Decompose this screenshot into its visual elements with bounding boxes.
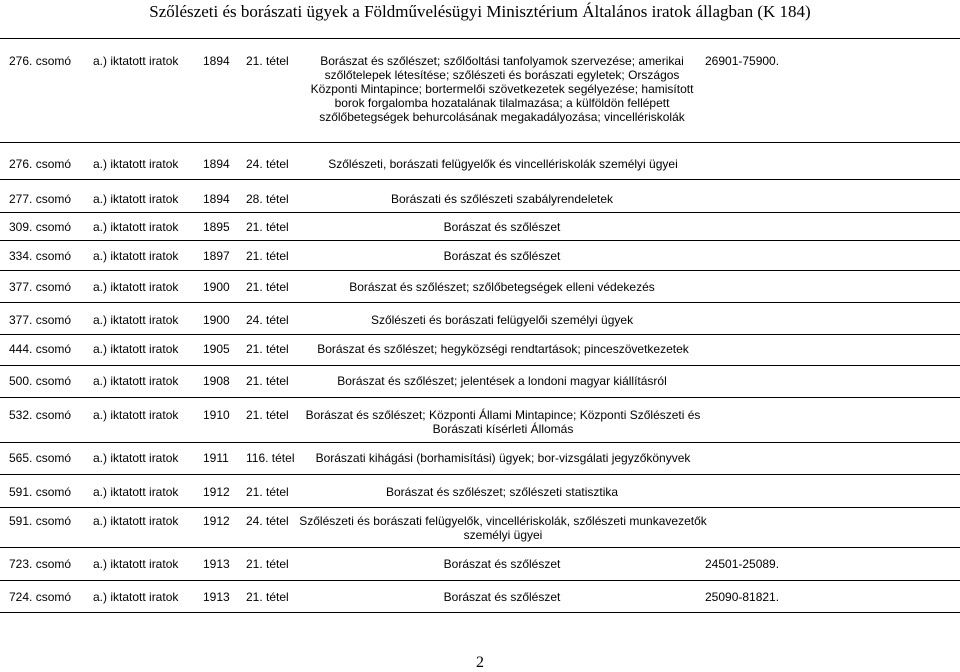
tetel-cell: 21. tétel: [246, 590, 289, 604]
description-cell: Borászat és szőlészet; hegyközségi rendtartások; pinceszövetkezetek: [317, 342, 689, 356]
tetel-cell: 21. tétel: [246, 220, 289, 234]
row-divider: [0, 302, 960, 303]
year-cell: 1894: [203, 157, 230, 171]
csomo-cell: 277. csomó: [9, 192, 72, 206]
csomo-cell: 565. csomó: [9, 451, 72, 465]
csomo-cell: 724. csomó: [9, 590, 72, 604]
csomo-cell: 334. csomó: [9, 249, 72, 263]
row-divider: [0, 334, 960, 335]
range-cell: 25090-81821.: [705, 590, 780, 604]
csomo-cell: 377. csomó: [9, 280, 72, 294]
description-cell: Borászat és szőlészet; jelentések a londoni magyar kiállításról: [337, 374, 667, 388]
description-cell: Borászati kihágási (borhamisítási) ügyek; bor-vizsgálati jegyzőkönyvek: [315, 451, 691, 465]
description-cell: Borászat és szőlészet; szőlőoltási tanfolyamok szervezése; amerikai szőlőtelepek létesítése; szőlészeti és borászati egyletek; Országos Központi Mintapince; bortermelői szövetkezetek segélyezése; hamisított borok forgalomba hozatalának tilalmazása; a külföldön fellépett szőlőbetegségek behurcolásának megakadályozása; vincellériskolák: [310, 54, 694, 124]
doc-type-cell: a.) iktatott iratok: [93, 192, 179, 206]
doc-type-cell: a.) iktatott iratok: [93, 451, 179, 465]
description-cell: Borászat és szőlészet: [443, 220, 561, 234]
description-cell: Borászat és szőlészet; Központi Állami Mintapince; Központi Szőlészeti és Borászati kísérleti Állomás: [305, 408, 701, 436]
tetel-cell: 24. tétel: [246, 514, 289, 528]
year-cell: 1911: [203, 451, 229, 465]
range-cell: 26901-75900.: [705, 54, 780, 68]
doc-type-cell: a.) iktatott iratok: [93, 249, 179, 263]
doc-type-cell: a.) iktatott iratok: [93, 54, 179, 68]
year-cell: 1908: [203, 374, 230, 388]
csomo-cell: 723. csomó: [9, 557, 72, 571]
year-cell: 1895: [203, 220, 230, 234]
description-cell: Borászat és szőlészet: [443, 557, 561, 571]
description-cell: Szőlészeti, borászati felügyelők és vincellériskolák személyi ügyei: [328, 157, 678, 171]
year-cell: 1894: [203, 192, 230, 206]
description-cell: Borászati és szőlészeti szabályrendeletek: [390, 192, 614, 206]
description-cell: Borászat és szőlészet: [443, 249, 561, 263]
year-cell: 1900: [203, 313, 230, 327]
year-cell: 1900: [203, 280, 230, 294]
csomo-cell: 276. csomó: [9, 157, 72, 171]
doc-type-cell: a.) iktatott iratok: [93, 590, 179, 604]
row-divider: [0, 212, 960, 213]
doc-type-cell: a.) iktatott iratok: [93, 374, 179, 388]
description-cell: Borászat és szőlészet; szőlőbetegségek elleni védekezés: [349, 280, 655, 294]
description-cell: Szőlészeti és borászati felügyelők, vincellériskolák, szőlészeti munkavezetők személyi ügyei: [299, 514, 707, 542]
csomo-cell: 276. csomó: [9, 54, 72, 68]
row-divider: [0, 179, 960, 180]
doc-type-cell: a.) iktatott iratok: [93, 408, 179, 422]
row-divider: [0, 547, 960, 548]
doc-type-cell: a.) iktatott iratok: [93, 485, 179, 499]
row-divider: [0, 142, 960, 143]
csomo-cell: 377. csomó: [9, 313, 72, 327]
tetel-cell: 21. tétel: [246, 280, 289, 294]
csomo-cell: 591. csomó: [9, 514, 72, 528]
row-divider: [0, 365, 960, 366]
row-divider: [0, 240, 960, 241]
tetel-cell: 28. tétel: [246, 192, 289, 206]
row-divider: [0, 612, 960, 613]
year-cell: 1905: [203, 342, 230, 356]
year-cell: 1897: [203, 249, 230, 263]
tetel-cell: 21. tétel: [246, 249, 289, 263]
year-cell: 1910: [203, 408, 230, 422]
tetel-cell: 21. tétel: [246, 485, 289, 499]
tetel-cell: 21. tétel: [246, 374, 289, 388]
doc-type-cell: a.) iktatott iratok: [93, 280, 179, 294]
row-divider: [0, 580, 960, 581]
doc-type-cell: a.) iktatott iratok: [93, 514, 179, 528]
csomo-cell: 444. csomó: [9, 342, 72, 356]
tetel-cell: 21. tétel: [246, 54, 289, 68]
year-cell: 1913: [203, 590, 230, 604]
row-divider: [0, 474, 960, 475]
csomo-cell: 532. csomó: [9, 408, 72, 422]
year-cell: 1912: [203, 514, 230, 528]
tetel-cell: 24. tétel: [246, 157, 289, 171]
row-divider: [0, 507, 960, 508]
tetel-cell: 116. tétel: [246, 451, 295, 465]
row-divider: [0, 270, 960, 271]
page-header: Szőlészeti és borászati ügyek a Földművelésügyi Minisztérium Általános iratok állagban (K 184): [149, 2, 811, 21]
tetel-cell: 21. tétel: [246, 557, 289, 571]
tetel-cell: 21. tétel: [246, 408, 289, 422]
row-divider: [0, 397, 960, 398]
csomo-cell: 591. csomó: [9, 485, 72, 499]
page-number: 2: [476, 654, 484, 671]
year-cell: 1913: [203, 557, 230, 571]
description-cell: Borászat és szőlészet; szőlészeti statisztika: [385, 485, 619, 499]
year-cell: 1912: [203, 485, 230, 499]
doc-type-cell: a.) iktatott iratok: [93, 157, 179, 171]
description-cell: Szőlészeti és borászati felügyelői személyi ügyek: [370, 313, 634, 327]
csomo-cell: 309. csomó: [9, 220, 72, 234]
doc-type-cell: a.) iktatott iratok: [93, 220, 179, 234]
description-cell: Borászat és szőlészet: [443, 590, 561, 604]
tetel-cell: 24. tétel: [246, 313, 289, 327]
doc-type-cell: a.) iktatott iratok: [93, 313, 179, 327]
doc-type-cell: a.) iktatott iratok: [93, 557, 179, 571]
doc-type-cell: a.) iktatott iratok: [93, 342, 179, 356]
row-divider: [0, 442, 960, 443]
year-cell: 1894: [203, 54, 230, 68]
tetel-cell: 21. tétel: [246, 342, 289, 356]
range-cell: 24501-25089.: [705, 557, 780, 571]
csomo-cell: 500. csomó: [9, 374, 72, 388]
